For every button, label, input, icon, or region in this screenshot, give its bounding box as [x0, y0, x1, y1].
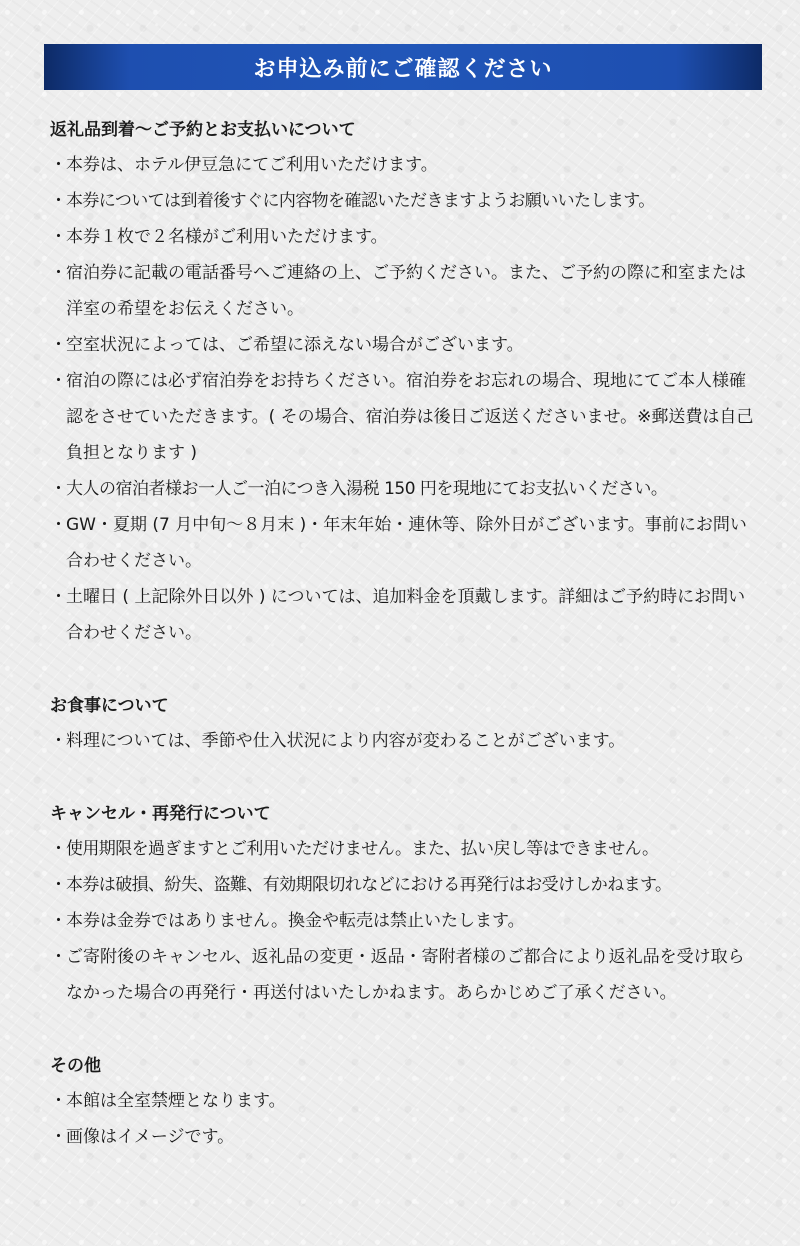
list-item-text: 空室状況によっては、ご希望に添えない場合がございます。 [66, 335, 524, 355]
list-item [50, 507, 755, 579]
list-item [50, 867, 755, 903]
list-item [50, 363, 755, 471]
list-item-text: 料理については、季節や仕入状況により内容が変わることがございます。 [66, 731, 626, 751]
section-title: 返礼品到着〜ご予約とお支払いについて [50, 120, 356, 140]
section-reservation-payment [50, 113, 755, 651]
bullet: ・ [50, 191, 67, 211]
bullet: ・ [50, 731, 67, 751]
list-item [50, 255, 755, 327]
list-item [50, 471, 755, 507]
list-item [50, 219, 755, 255]
bullet: ・ [50, 155, 67, 175]
list-item [50, 723, 755, 759]
bullet: ・ [50, 371, 67, 391]
section-title: お食事について [50, 696, 169, 716]
bullet: ・ [50, 227, 67, 247]
bullet: ・ [50, 263, 67, 283]
list-item-text: 画像はイメージです。 [66, 1127, 235, 1147]
section-meals [50, 689, 755, 759]
list-item-text: 本券は、ホテル伊豆急にてご利用いただけます。 [66, 155, 438, 175]
list-item [50, 327, 755, 363]
list-item [50, 183, 755, 219]
list-item [50, 579, 755, 651]
bullet: ・ [50, 911, 67, 931]
list-item [50, 1119, 755, 1155]
bullet: ・ [50, 839, 67, 859]
page-title: お申込み前にご確認ください [253, 56, 553, 82]
list-item [50, 939, 755, 1011]
bullet: ・ [50, 335, 67, 355]
bullet: ・ [50, 515, 67, 535]
section-title: キャンセル・再発行について [50, 804, 271, 824]
section-cancellation-reissue [50, 797, 755, 1011]
list-item-text: 使用期限を過ぎますとご利用いただけません。また、払い戻し等はできません。 [66, 839, 659, 859]
list-item-text: 本券１枚で２名様がご利用いただけます。 [66, 227, 388, 247]
bullet: ・ [50, 875, 67, 895]
list-item-text: 宿泊券に記載の電話番号へご連絡の上、ご予約ください。また、ご予約の際に和室または洋室の希望をお伝えください。 [66, 263, 746, 319]
list-item [50, 831, 755, 867]
bullet: ・ [50, 1091, 67, 1111]
bullet: ・ [50, 947, 67, 967]
list-item-text: 大人の宿泊者様お一人ご一泊につき入湯税 150 円を現地にてお支払いください。 [66, 479, 668, 499]
section-other [50, 1049, 755, 1155]
bullet: ・ [50, 587, 67, 607]
list-item-text: 本券については到着後すぐに内容物を確認いただきますようお願いいたします。 [66, 191, 655, 211]
section-title: その他 [50, 1056, 101, 1076]
list-item-text: 本館は全室禁煙となります。 [66, 1091, 286, 1111]
list-item-text: 本券は破損、紛失、盗難、有効期限切れなどにおける再発行はお受けしかねます。 [66, 875, 672, 895]
list-item-text: 本券は金券ではありません。換金や転売は禁止いたします。 [66, 911, 525, 931]
list-item-text: GW・夏期 (7 月中旬〜８月末 )・年末年始・連休等、除外日がございます。事前にお問い合わせください。 [66, 515, 747, 571]
list-item [50, 1083, 755, 1119]
header-bar [44, 44, 762, 90]
list-item-text: 宿泊の際には必ず宿泊券をお持ちください。宿泊券をお忘れの場合、現地にてご本人様確認をさせていただきます。( その場合、宿泊券は後日ご返送くださいませ。※郵送費は自己負担となります ) [66, 371, 754, 463]
list-item [50, 903, 755, 939]
notice-content [50, 113, 755, 1155]
bullet: ・ [50, 479, 67, 499]
bullet: ・ [50, 1127, 67, 1147]
list-item-text: 土曜日 ( 上記除外日以外 ) については、追加料金を頂戴します。詳細はご予約時にお問い合わせください。 [66, 587, 746, 643]
list-item-text: ご寄附後のキャンセル、返礼品の変更・返品・寄附者様のご都合により返礼品を受け取らなかった場合の再発行・再送付はいたしかねます。あらかじめご了承ください。 [66, 947, 745, 1003]
list-item [50, 147, 755, 183]
